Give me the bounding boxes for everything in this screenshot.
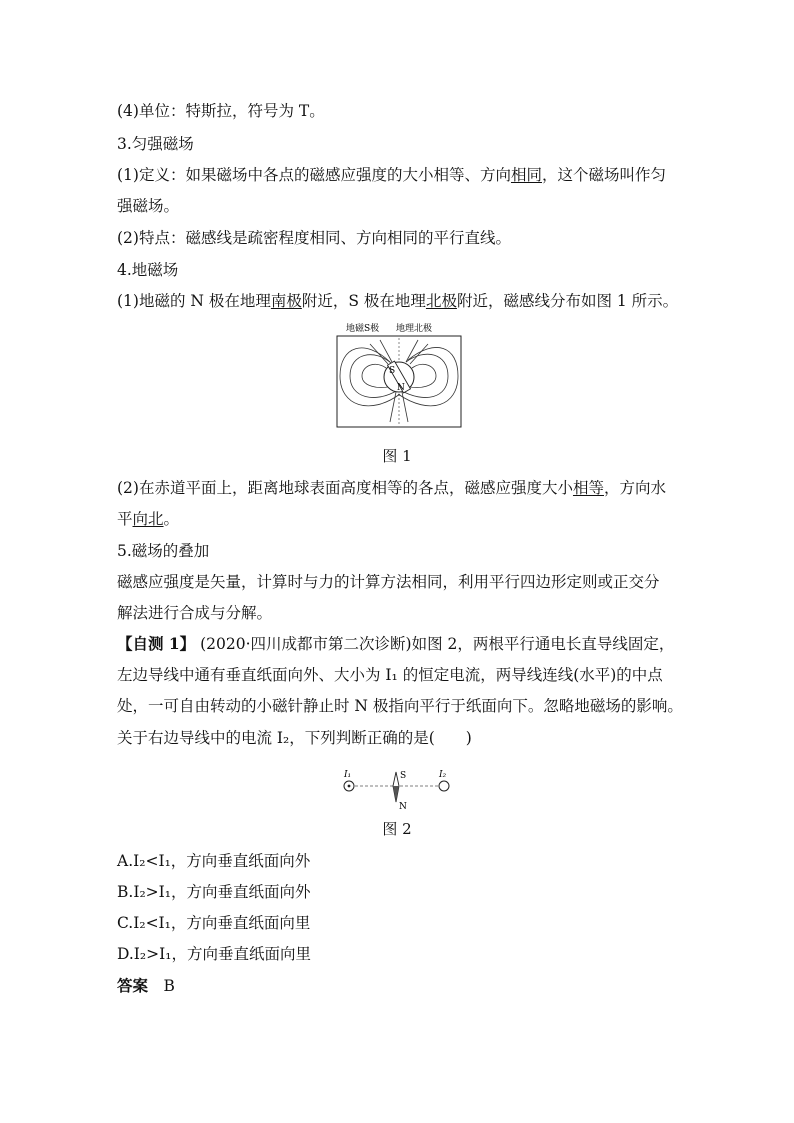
text: 附近，S 极在地理 [301,292,426,310]
option-c: C.I₂<I₁，方向垂直纸面向里 [117,914,311,932]
text: ，这个磁场叫作匀 [541,166,666,184]
needle-n-label: N [399,802,407,812]
needle-n-half [393,786,399,802]
magnet-s-label: S [389,366,396,376]
section-5-heading: 5.磁场的叠加 [117,542,210,560]
option-b: B.I₂>I₁，方向垂直纸面向外 [117,883,311,901]
answer-label: 答案 [117,976,149,995]
self-test-tag: 【自测 1】 [117,634,196,653]
figure-1-caption: 图 1 [382,447,412,465]
wire-2-label: I₂ [439,770,447,780]
text: 附近，磁感线分布如图 1 所示。 [456,292,679,310]
text: ，方向水 [603,479,666,497]
question-line: 处，一可自由转动的小磁针静止时 N 极指向平行于纸面向下。忽略地磁场的影响。 [117,697,683,715]
figure-2-caption: 图 2 [382,820,412,838]
superposition-line: 磁感应强度是矢量，计算时与力的计算方法相同，利用平行四边形定则或正交分 [117,573,660,591]
magnet-n-label: N [397,383,405,393]
equator-line [117,477,666,499]
answer-underlined: 相等 [572,479,604,497]
feature-line: (2)特点：磁感线是疏密程度相同、方向相同的平行直线。 [117,229,511,247]
text: (1)定义：如果磁场中各点的磁感应强度的大小相等、方向 [117,166,511,184]
unit-line: (4)单位：特斯拉，符号为 T。 [117,102,325,120]
answer-value: B [163,977,175,995]
answer-underlined: 北极 [425,292,457,310]
figure-2-wires-and-needle [338,764,458,812]
answer-underlined: 南极 [270,292,302,310]
answer-underlined: 向北 [132,510,164,528]
option-d: D.I₂>I₁，方向垂直纸面向里 [117,945,311,963]
self-test-line [117,633,674,655]
wire-2-circle [439,781,449,791]
figure-1-label-right: 地理北极 [396,324,433,334]
text: (2020·四川成都市第二次诊断)如图 2，两根平行通电长直导线固定， [195,635,675,653]
answer-underlined: 相同 [510,166,542,184]
definition-line-cont: 强磁场。 [117,197,180,215]
equator-line-cont [117,508,179,530]
text: 。 [163,510,180,528]
figure-1-geomagnetic-field [330,318,470,430]
wire-1-label: I₁ [344,770,352,780]
text: 平 [117,510,133,528]
wire-1-dot [348,785,351,788]
section-3-heading: 3.匀强磁场 [117,135,194,153]
answer-line [117,975,175,997]
text: (2)在赤道平面上，距离地球表面高度相等的各点，磁感应强度大小 [117,479,573,497]
figure-1-label-left: 地磁S极 [346,324,380,334]
question-line: 关于右边导线中的电流 I₂，下列判断正确的是( ) [117,729,472,747]
definition-line [117,164,666,186]
section-4-heading: 4.地磁场 [117,261,179,279]
option-a: A.I₂<I₁，方向垂直纸面向外 [117,852,311,870]
geomagnetic-line [117,290,678,312]
needle-s-label: S [400,771,407,781]
question-line: 左边导线中通有垂直纸面向外、大小为 I₁ 的恒定电流，两导线连线(水平)的中点 [117,666,663,684]
text: (1)地磁的 N 极在地理 [117,292,271,310]
superposition-line-cont: 解法进行合成与分解。 [117,604,273,622]
